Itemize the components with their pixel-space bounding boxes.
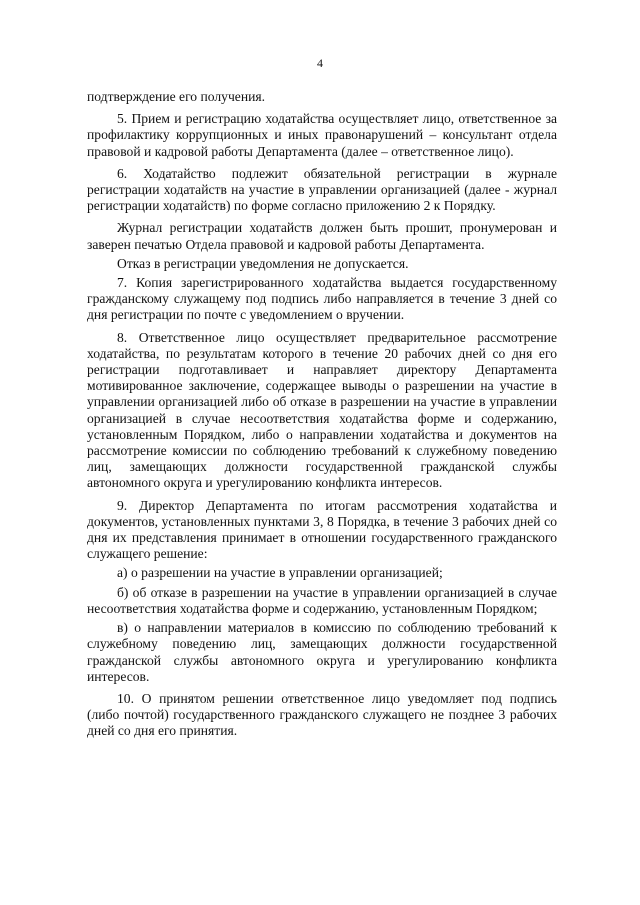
paragraph-item-9c: в) о направлении материалов в комиссию по соблюдению требований к служебному поведению лиц, замещающих должности государственной гражданской службы автономного округа и урегулированию конфликта интересов. <box>87 620 557 684</box>
paragraph-item-7: 7. Копия зарегистрированного ходатайства выдается государственному гражданскому служащему под подпись либо направляется в течение 3 дней со дня регистрации по почте с уведомлением о вручении. <box>87 275 557 323</box>
paragraph-item-9a: а) о разрешении на участие в управлении организацией; <box>117 565 443 581</box>
paragraph-journal: Журнал регистрации ходатайств должен быть прошит, пронумерован и заверен печатью Отдела правовой и кадровой работы Департамента. <box>87 220 557 252</box>
paragraph-item-9: 9. Директор Департамента по итогам рассмотрения ходатайства и документов, установленных пунктами 3, 8 Порядка, в течение 3 рабочих дней со дня их представления принимает в отношении государственного гражданского служащего решение: <box>87 497 557 562</box>
paragraph-item-6: 6. Ходатайство подлежит обязательной регистрации в журнале регистрации ходатайств на участие в управлении организацией (далее - журнал регистрации ходатайств) по форме согласно приложению 2 к Порядку. <box>87 165 557 214</box>
paragraph-no-refusal: Отказ в регистрации уведомления не допускается. <box>117 255 409 271</box>
paragraph-item-8: 8. Ответственное лицо осуществляет предварительное рассмотрение ходатайства, по результатам которого в течение 20 рабочих дней со дня его регистрации подготавливает и направляет директору Департамента мотивированное заключение, содержащее выводы о разрешении на участие в управлении организацией либо об отказе в разрешении на участие в управлении организацией в случае несоответствия ходатайства форме и содержанию, установленным Порядком, либо о направлении ходатайства и документов на рассмотрение комиссии по соблюдению требований к служебному поведению лиц, замещающих должности государственной гражданской службы автономного округа и урегулированию конфликта интересов. <box>87 329 557 491</box>
page-number: 4 <box>317 56 323 70</box>
paragraph-item-10: 10. О принятом решении ответственное лицо уведомляет под подпись (либо почтой) государственного гражданского служащего не позднее 3 рабочих дней со дня его принятия. <box>87 690 557 739</box>
document-body <box>87 89 557 740</box>
paragraph-item-9b: б) об отказе в разрешении на участие в управлении организацией в случае несоответствия ходатайства форме и содержанию, установленным Порядком; <box>87 584 557 616</box>
paragraph-continuation: подтверждение его получения. <box>87 89 266 104</box>
paragraph-item-5: 5. Прием и регистрацию ходатайства осуществляет лицо, ответственное за профилактику коррупционных и иных правонарушений – консультант отдела правовой и кадровой работы Департамента (далее – ответственное лицо). <box>87 111 557 159</box>
